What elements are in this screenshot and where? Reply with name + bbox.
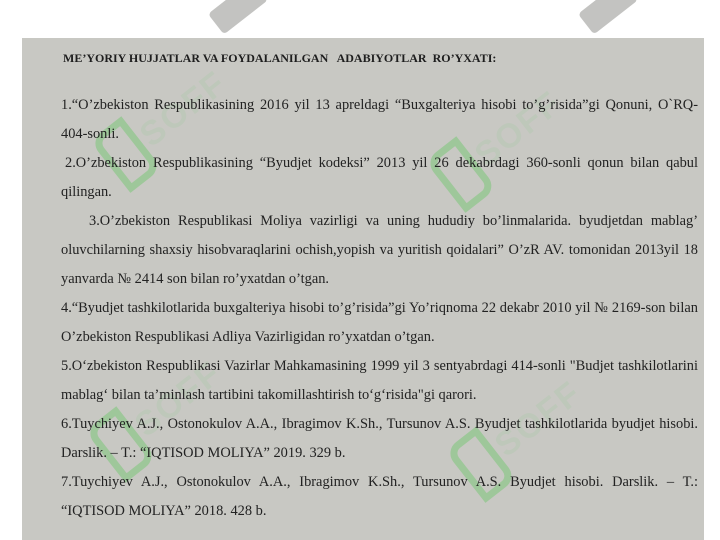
reference-item: 3.O’zbekiston Respublikasi Moliya vazirligi va uning hududiy bo’linmalarida. byudjetdan mablag’ oluvchilarning shaxsiy hisobvaraqlarini ochish,yopish va yuritish qoidalari” O’zR AV. tomonidan 2013yil 18 yanvarda № 2414 son bilan ro’yxatdan o’tgan. (61, 213, 698, 287)
reference-item: 6.Tuychiyev A.J., Ostonokulov A.A., Ibragimov K.Sh., Tursunov A.S. Byudjet tashkilotlarida byudjet hisobi. Darslik. – T.: “IQTISOD MOLIYA” 2019. 329 b. (61, 416, 698, 461)
watermark: SOFF (445, 363, 598, 503)
reference-item: 4.“Byudjet tashkilotlarida buxgalteriya hisobi to’g’risida”gi Yo’riqnoma 22 dekabr 2010 yil № 2169-son bilan O’zbekiston Respublikasi Adliya Vazirligidan ro’yxatdan o’tgan. (61, 300, 698, 345)
watermark: SOFF (90, 53, 243, 193)
reference-item: 7.Tuychiyev A.J., Ostonokulov A.A., Ibragimov K.Sh., Tursunov A.S. Byudjet hisobi. Darslik. – T.: “IQTISOD MOLIYA” 2018. 428 b. (61, 474, 698, 519)
reference-item: 1.“O’zbekiston Respublikasining 2016 yil 13 apreldagi “Buxgalteriya hisobi to’g’risida”gi Qonuni, O`RQ-404-sonli. (61, 97, 698, 142)
references-list (61, 91, 698, 526)
watermark: SOFF (85, 343, 238, 483)
references-heading: ME’YORIY HUJJATLAR VA FOYDALANILGAN ADABIYOTLAR RO’YXATI: (63, 51, 497, 65)
reference-item: 5.O‘zbekiston Respublikasi Vazirlar Mahkamasining 1999 yil 3 sentyabrdagi 414-sonli "Budjet tashkilotlarini mablag‘ bilan ta’minlash tartibini takomillashtirish to‘g‘risida"gi qarori. (61, 358, 698, 403)
reference-item: 2.O’zbekiston Respublikasining “Byudjet kodeksi” 2013 yil 26 dekabrdagi 360-sonli qonun bilan qabul qilingan. (61, 155, 698, 200)
watermark-fragment (208, 0, 268, 34)
watermark: SOFF (425, 73, 578, 213)
watermark-fragment (578, 0, 638, 34)
